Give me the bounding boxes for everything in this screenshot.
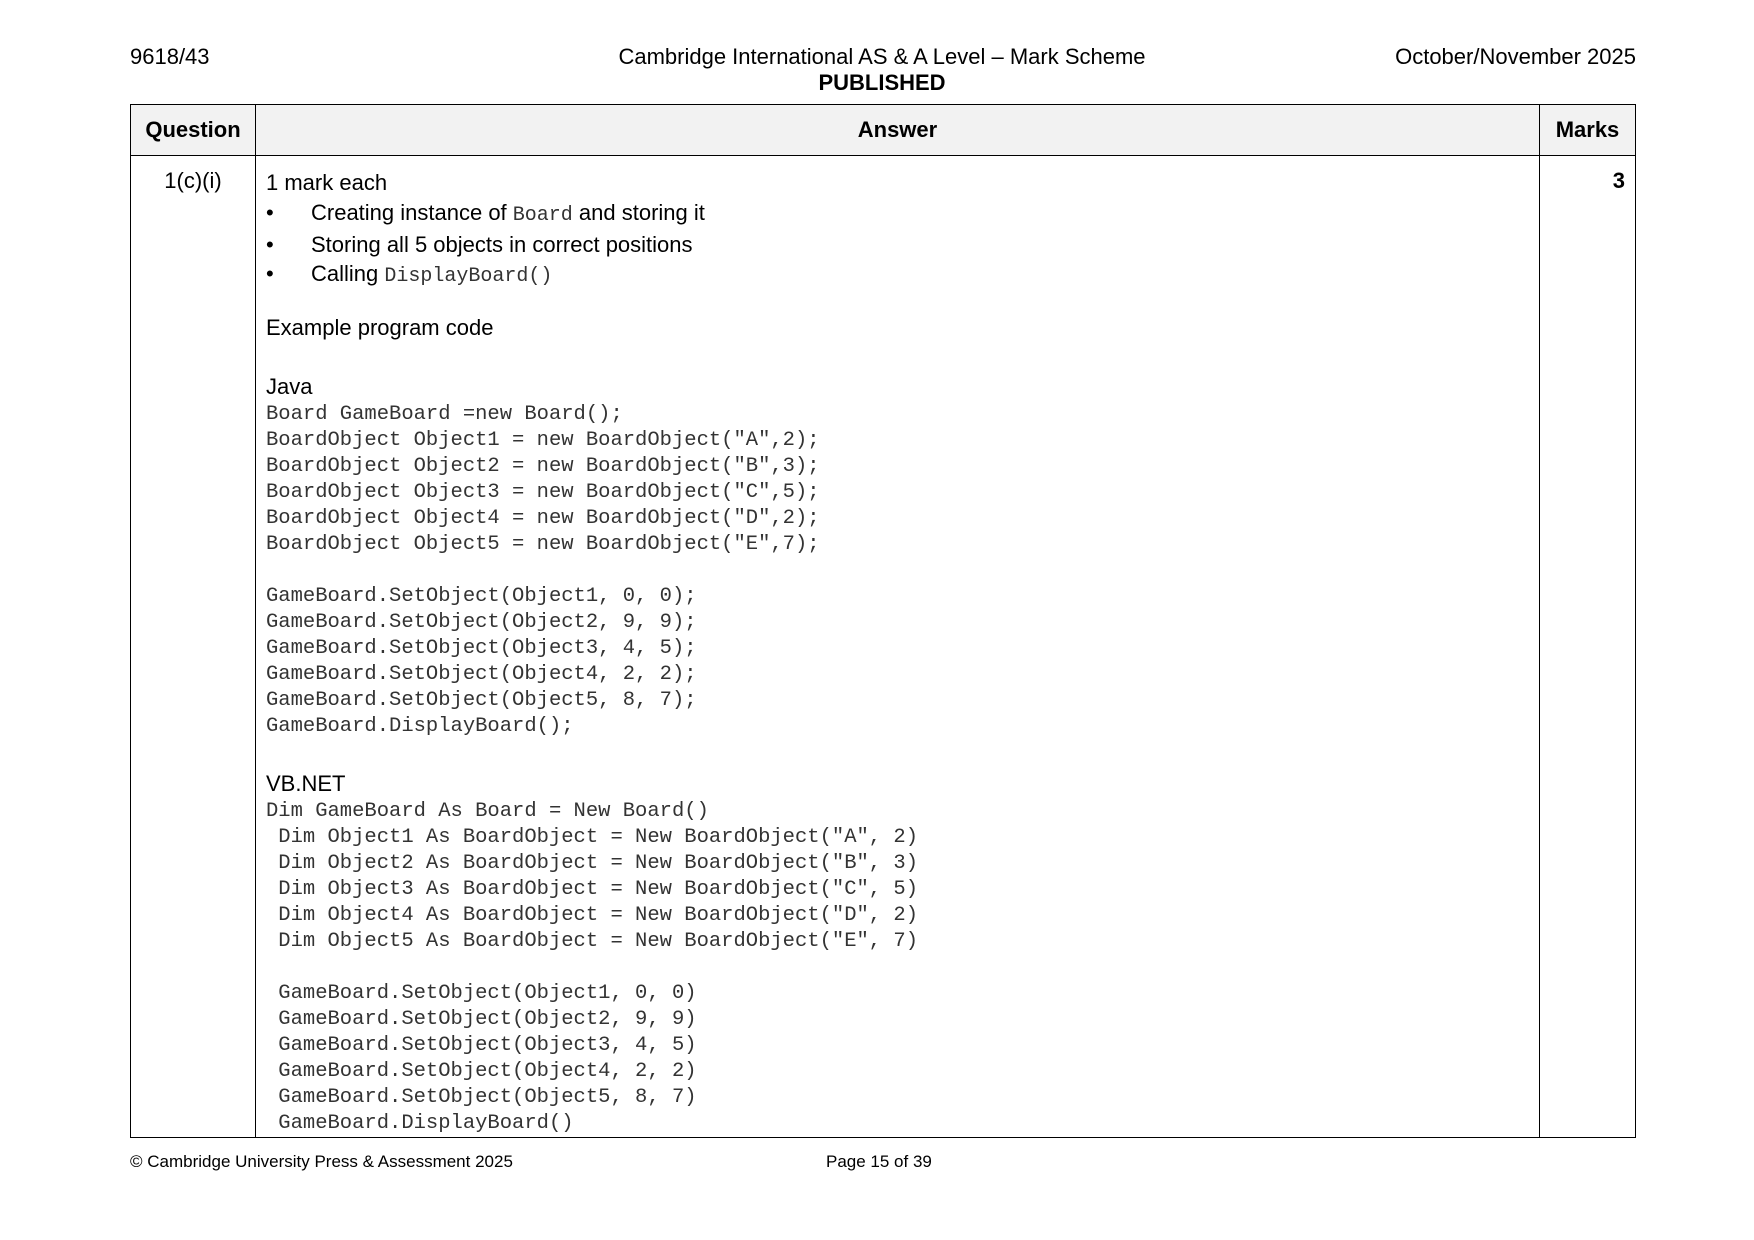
marking-point: • Creating instance of Board and storing it [266,198,1529,230]
vbnet-label: VB.NET [266,771,346,796]
vbnet-code-block: GameBoard.SetObject(Object1, 0, 0) GameBoard.SetObject(Object2, 9, 9) GameBoard.SetObject(Object3, 4, 5) GameBoard.SetObject(Object4, 2, 2) GameBoard.SetObject(Object5, 8, 7) GameBoard.DisplayBoard() [278,982,697,1135]
java-label: Java [266,374,313,399]
column-header-marks: Marks [1540,105,1636,156]
example-code-label: Example program code [266,315,494,340]
java-code-block: Board GameBoard =new Board(); BoardObject Object1 = new BoardObject("A",2); BoardObject Object2 = new BoardObject("B",3); BoardObject Object3 = new BoardObject("C",5); BoardObject Object4 = new BoardObject("D",2); BoardObject Object5 = new BoardObject("E",7); [266,403,820,556]
column-header-answer: Answer [256,105,1540,156]
page-number: Page 15 of 39 [826,1152,932,1171]
question-number: 1(c)(i) [131,156,256,1138]
marking-point: • Storing all 5 objects in correct positions [266,230,1529,259]
marks-value: 3 [1540,156,1636,1138]
vbnet-code-block: Dim GameBoard As Board = New Board() Dim Object1 As BoardObject = New BoardObject("A", 2) Dim Object2 As BoardObject = New BoardObject("B", 3) Dim Object3 As BoardObject = New BoardObject("C", 5) Dim Object4 As BoardObject = New BoardObject("D", 2) Dim Object5 As BoardObject = New BoardObject("E", 7) [266,800,919,953]
paper-code: 9618/43 [130,44,210,69]
document-title: Cambridge International AS & A Level – Mark Scheme [618,44,1146,69]
exam-session: October/November 2025 [1395,44,1636,69]
mark-scheme-table [130,104,1636,1138]
column-header-question: Question [131,105,256,156]
mark-allocation-intro: 1 mark each [266,170,388,195]
table-header-row [131,105,1636,156]
inline-code: Board [512,204,573,227]
inline-code: DisplayBoard() [384,265,553,288]
marking-point: • Calling DisplayBoard() [266,259,1529,291]
copyright-notice: © Cambridge University Press & Assessment 2025 [130,1152,513,1171]
answer-cell [256,156,1540,1138]
published-label: PUBLISHED [818,70,946,95]
marking-points-list [266,198,1529,291]
java-code-block: GameBoard.SetObject(Object1, 0, 0); GameBoard.SetObject(Object2, 9, 9); GameBoard.SetObject(Object3, 4, 5); GameBoard.SetObject(Object4, 2, 2); GameBoard.SetObject(Object5, 8, 7); GameBoard.DisplayBoard(); [266,585,697,738]
table-row [131,156,1636,1138]
